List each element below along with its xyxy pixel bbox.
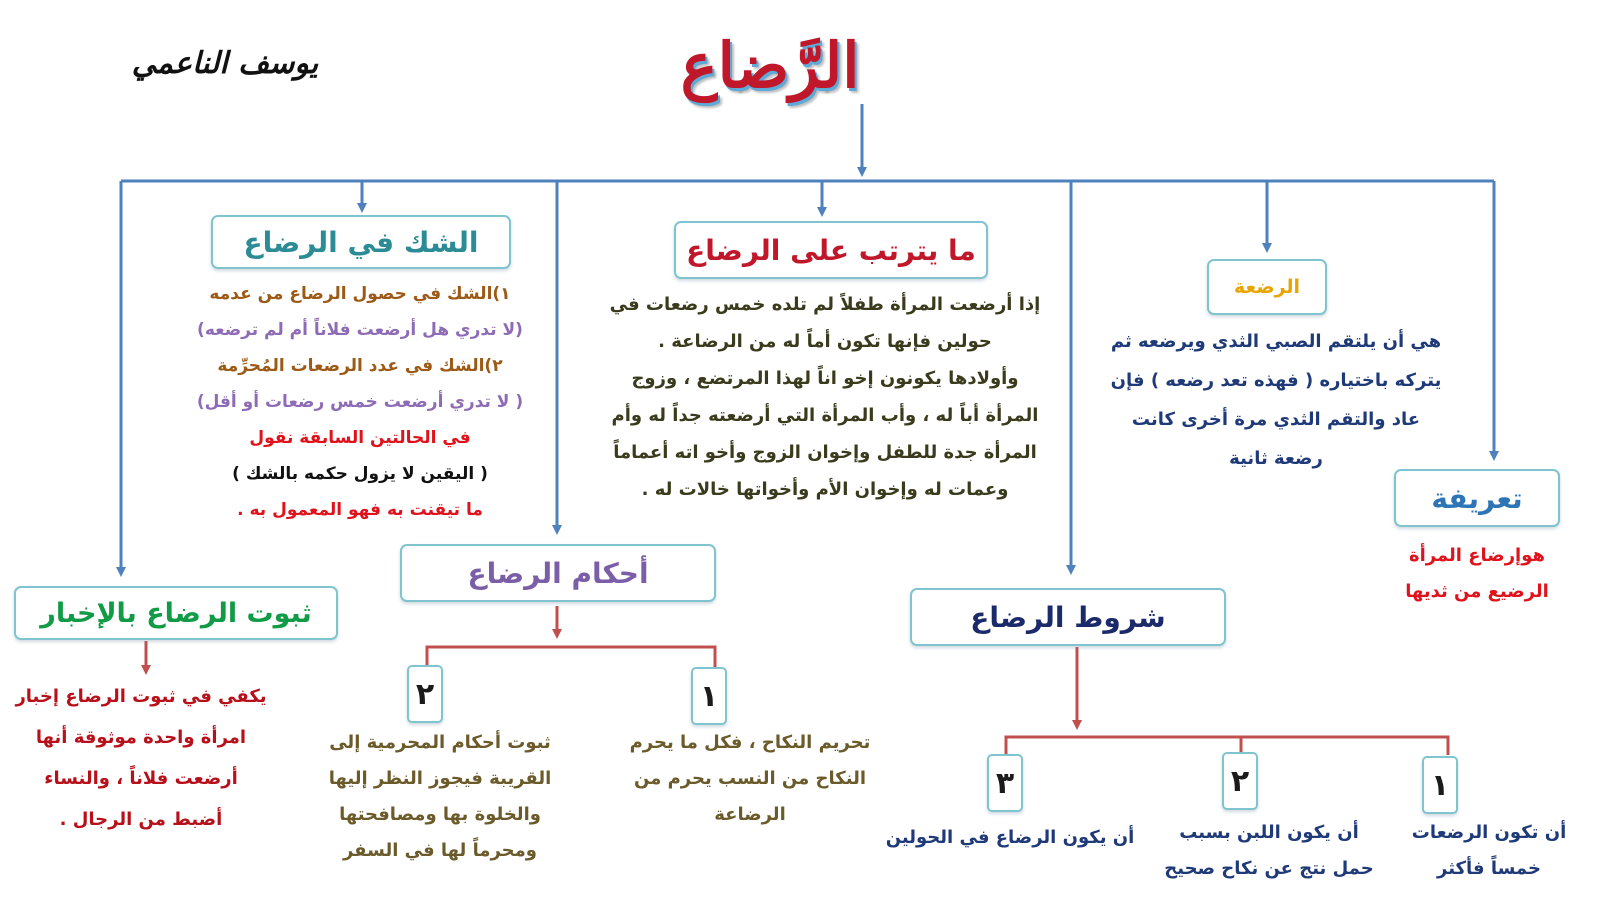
- yatarattab-line: المرأة أباً له ، وأب المرأة التي أرضعته جداً له وأم: [611, 405, 1039, 426]
- node-shak-label: الشك في الرضاع: [243, 225, 479, 259]
- node-taarif-label: تعريفة: [1431, 481, 1523, 515]
- node-shurut-label: شروط الرضاع: [970, 600, 1166, 634]
- ahkam-item-2-text: [300, 725, 580, 869]
- node-shurut: [910, 588, 1226, 646]
- shurut-item-line: خمساً فأكثر: [1437, 858, 1541, 879]
- node-thubut: [14, 586, 338, 640]
- ahkam-branch: [427, 647, 715, 668]
- shak-line: ١)الشك في حصول الرضاع من عدمه: [209, 284, 511, 304]
- yatarattab-text: [560, 286, 1090, 508]
- rada3a-line: هي أن يلتقم الصبي الثدي ويرضعه ثم: [1110, 331, 1442, 352]
- ahkam-item-line: النكاح من النسب يحرم من: [634, 768, 866, 789]
- shak-line: ٢)الشك في عدد الرضعات المُحرِّمة: [217, 356, 503, 376]
- ahkam-item-line: ثبوت أحكام المحرمية إلى: [329, 732, 551, 753]
- shak-line: (لا تدري هل أرضعت فلاناً أم لم ترضعه): [197, 320, 523, 340]
- yatarattab-line: وأولادها يكونون إخو اناً لهذا المرتضع ، وزوج: [631, 368, 1019, 389]
- node-rada3a: [1207, 259, 1327, 315]
- node-ahkam: [400, 544, 716, 602]
- shurut-item-3-text: [870, 820, 1150, 856]
- author-signature: يوسف الناعمي: [131, 45, 319, 81]
- thubut-line: أرضعت فلاناً ، والنساء: [44, 768, 238, 789]
- node-shak: [211, 215, 511, 269]
- thubut-line: أضبط من الرجال .: [59, 809, 223, 830]
- ahkam-num-1: ١: [691, 667, 727, 725]
- shurut-num-3: ٣: [987, 754, 1023, 812]
- node-rada3a-label: الرضعة: [1233, 276, 1301, 298]
- thubut-line: يكفي في ثبوت الرضاع إخبار: [15, 686, 267, 707]
- shurut-item-line: حمل نتج عن نكاح صحيح: [1164, 858, 1374, 879]
- node-yatarattab: [674, 221, 988, 279]
- shurut-item-1-text: [1394, 815, 1584, 887]
- rada3a-line: يتركه باختياره ( فهذه تعد رضعه ) فإن: [1110, 370, 1442, 391]
- shurut-num-1: ١: [1422, 756, 1458, 814]
- shak-line: ( اليقين لا يزول حكمه بالشك ): [232, 464, 488, 484]
- taarif-text: [1392, 538, 1562, 610]
- node-yatarattab-label: ما يترتب على الرضاع: [686, 233, 976, 267]
- ahkam-item-1-text: [600, 725, 900, 833]
- shurut-item-line: أن يكون اللبن بسبب: [1179, 822, 1359, 843]
- yatarattab-line: حولين فإنها تكون أماً له من الرضاعة .: [658, 331, 992, 352]
- rada3a-line: عاد والتقم الثدي مرة أخرى كانت: [1131, 409, 1421, 430]
- shak-line: ( لا تدري أرضعت خمس رضعات أو أقل): [196, 392, 524, 412]
- ahkam-item-line: القريبة فيجوز النظر إليها: [328, 768, 552, 789]
- ahkam-item-line: والخلوة بها ومصافحتها: [339, 804, 541, 825]
- taarif-line: هوإرضاع المرأة: [1408, 545, 1545, 566]
- shak-text: [180, 276, 540, 528]
- yatarattab-line: إذا أرضعت المرأة طفلاً لم تلده خمس رضعات في: [609, 294, 1041, 315]
- shurut-item-line: أن تكون الرضعات: [1411, 822, 1567, 843]
- ahkam-item-line: تحريم النكاح ، فكل ما يحرم: [629, 732, 871, 753]
- ahkam-item-line: ومحرماً لها في السفر: [342, 840, 537, 861]
- ahkam-num-2: ٢: [407, 665, 443, 723]
- shurut-num-2: ٢: [1222, 752, 1258, 810]
- ahkam-item-line: الرضاعة: [714, 804, 786, 825]
- shurut-item-line: أن يكون الرضاع في الحولين: [885, 827, 1135, 848]
- node-ahkam-label: أحكام الرضاع: [467, 556, 649, 590]
- node-thubut-label: ثبوت الرضاع بالإخبار: [40, 597, 312, 629]
- rada3a-text: [1086, 322, 1466, 478]
- rada3a-line: رضعة ثانية: [1229, 448, 1323, 469]
- page-title: الرَّضاع: [680, 28, 860, 102]
- shak-line: ما تيقنت به فهو المعمول به .: [237, 500, 483, 520]
- yatarattab-line: وعمات له وإخوان الأم وأخواتها خالات له .: [641, 479, 1009, 500]
- shak-line: في الحالتين السابقة نقول: [249, 428, 471, 448]
- thubut-line: امرأة واحدة موثوقة أنها: [35, 727, 247, 748]
- yatarattab-line: المرأة جدة للطفل وإخوان الزوج وأخو اته أعماماً: [613, 442, 1037, 463]
- shurut-item-2-text: [1134, 815, 1404, 887]
- taarif-line: الرضيع من ثديها: [1405, 581, 1549, 602]
- thubut-text: [6, 676, 276, 840]
